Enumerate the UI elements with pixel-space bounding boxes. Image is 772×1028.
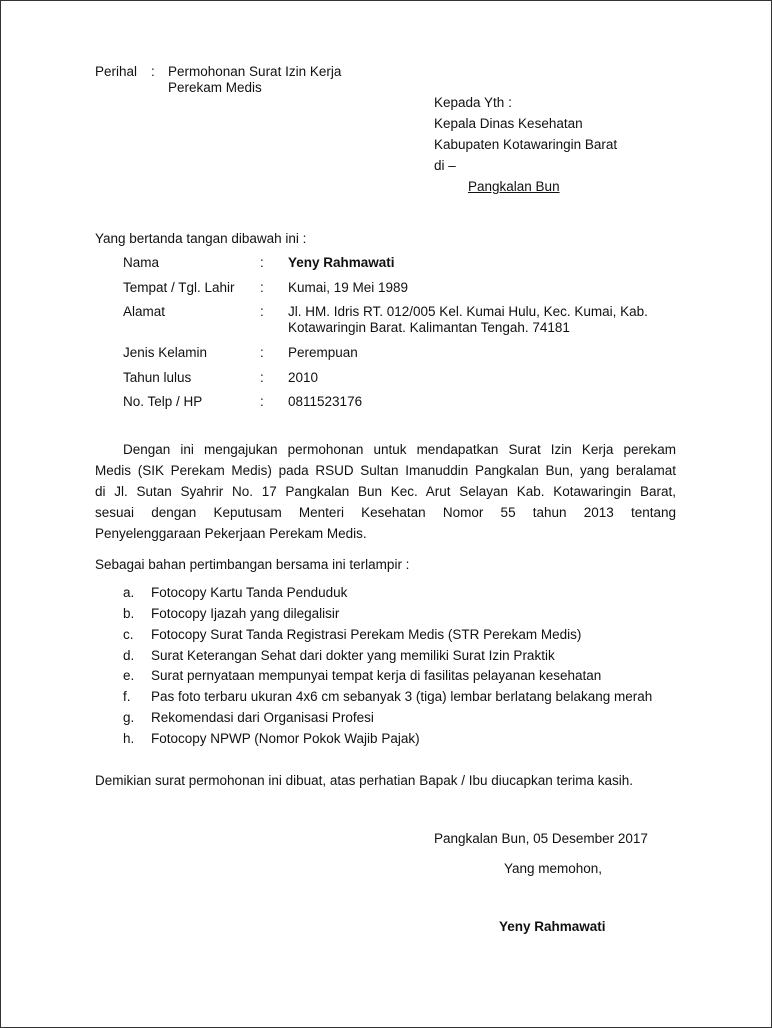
list-marker: e. [123,668,135,683]
list-marker: h. [123,731,135,746]
list-marker: f. [123,689,131,704]
list-marker: d. [123,648,135,663]
attachments-intro: Sebagai bahan pertimbangan bersama ini terlampir : [95,557,410,572]
list-item: Surat pernyataan mempunyai tempat kerja di fasilitas pelayanan kesehatan [151,668,602,683]
list-item: Fotocopy Ijazah yang dilegalisir [151,606,340,621]
identity-value-address: Jl. HM. Idris RT. 012/005 Kel. Kumai Hulu, Kec. Kumai, Kab. [288,304,648,319]
identity-value-graduation: 2010 [288,370,319,385]
list-item: Surat Keterangan Sehat dari dokter yang memiliki Surat Izin Praktik [151,648,555,663]
identity-colon: : [260,370,264,385]
list-marker: a. [123,585,135,600]
identity-value-phone: 0811523176 [288,394,363,409]
identity-colon: : [260,345,264,360]
identity-label: Nama [123,255,160,270]
body-line: di Jl. Sutan Syahrir No. 17 Pangkalan Bun Kec. Arut Selayan Kab. Kotawaringin Barat, [95,484,676,499]
signature-place-date: Pangkalan Bun, 05 Desember 2017 [434,831,648,846]
list-marker: b. [123,606,135,621]
identity-colon: : [260,280,264,295]
body-line: Medis (SIK Perekam Medis) pada RSUD Sultan Imanuddin Pangkalan Bun, yang beralamat [95,463,676,478]
subject-label: Perihal [95,64,138,79]
recipient-line-2: Kabupaten Kotawaringin Barat [434,137,618,152]
recipient-city: Pangkalan Bun [468,179,560,194]
list-item: Fotocopy Kartu Tanda Penduduk [151,585,348,600]
signature-name: Yeny Rahmawati [499,919,606,934]
recipient-greeting: Kepada Yth : [434,95,512,110]
body-line: Dengan ini mengajukan permohonan untuk mendapatkan Surat Izin Kerja perekam [123,442,676,457]
identity-label: Alamat [123,304,166,319]
list-item: Pas foto terbaru ukuran 4x6 cm sebanyak 3 (tiga) lembar berlatang belakang merah [151,689,653,704]
list-marker: g. [123,710,135,725]
identity-value-name: Yeny Rahmawati [288,255,395,270]
signature-salutation: Yang memohon, [504,861,603,876]
identity-label: No. Telp / HP [123,394,203,409]
list-marker: c. [123,627,134,642]
identity-value-gender: Perempuan [288,345,358,360]
subject-line-1: Permohonan Surat Izin Kerja [168,64,342,79]
identity-label: Jenis Kelamin [123,345,208,360]
subject-colon: : [151,64,155,79]
intro-text: Yang bertanda tangan dibawah ini : [95,231,307,246]
list-item: Rekomendasi dari Organisasi Profesi [151,710,374,725]
identity-label: Tempat / Tgl. Lahir [123,280,235,295]
body-line: Penyelenggaraan Pekerjaan Perekam Medis. [95,526,367,541]
identity-value-birth: Kumai, 19 Mei 1989 [288,280,409,295]
identity-colon: : [260,394,264,409]
identity-colon: : [260,255,264,270]
recipient-line-3: di – [434,158,456,173]
subject-line-2: Perekam Medis [168,80,262,95]
body-line: sesuai dengan Keputusam Menteri Kesehatan Nomor 55 tahun 2013 tentang [95,505,676,520]
closing-text: Demikian surat permohonan ini dibuat, atas perhatian Bapak / Ibu diucapkan terima kasih. [95,773,634,788]
identity-value-address-line-2: Kotawaringin Barat. Kalimantan Tengah. 74181 [288,320,570,335]
list-item: Fotocopy Surat Tanda Registrasi Perekam Medis (STR Perekam Medis) [151,627,582,642]
list-item: Fotocopy NPWP (Nomor Pokok Wajib Pajak) [151,731,420,746]
recipient-line-1: Kepala Dinas Kesehatan [434,116,583,131]
identity-label: Tahun lulus [123,370,192,385]
identity-colon: : [260,304,264,319]
